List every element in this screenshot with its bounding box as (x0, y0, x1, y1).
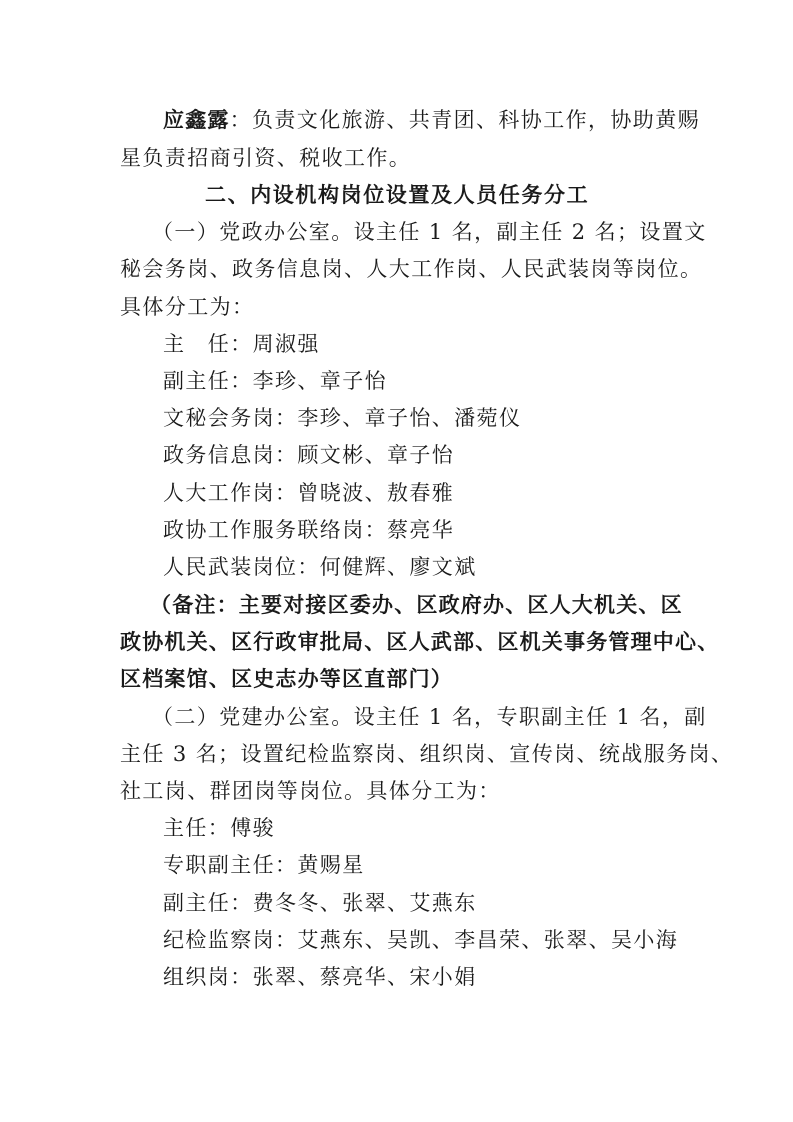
office1-item: 主 任：周淑强 (163, 332, 320, 356)
person-name: 应鑫露 (163, 108, 230, 132)
duty-text: ：负责文化旅游、共青团、科协工作，协助黄赐 (229, 108, 701, 132)
office2-para-line-1: （二）党建办公室。设主任 1 名，专职副主任 1 名，副 (152, 705, 707, 729)
office1-item: 人民武装岗位：何健辉、廖文斌 (163, 555, 477, 579)
office1-para-line-3: 具体分工为： (120, 295, 255, 319)
office1-item: 政务信息岗：顾文彬、章子怡 (163, 443, 455, 467)
office1-item: 人大工作岗：曾晓波、敖春雅 (163, 481, 455, 505)
office1-item: 政协工作服务联络岗：蔡亮华 (163, 518, 455, 542)
office1-item: 文秘会务岗：李珍、章子怡、潘菀仪 (163, 406, 522, 430)
office2-item: 专职副主任：黄赐星 (163, 853, 365, 877)
office1-para-line-2: 秘会务岗、政务信息岗、人大工作岗、人民武装岗等岗位。 (120, 257, 703, 281)
office1-item: 副主任：李珍、章子怡 (163, 369, 387, 393)
section-heading: 二、内设机构岗位设置及人员任务分工 (205, 183, 590, 207)
office1-note-line-1: （备注：主要对接区委办、区政府办、区人大机关、区 (150, 593, 683, 617)
office2-item: 副主任：费冬冬、张翠、艾燕东 (163, 891, 477, 915)
office1-note-line-2: 政协机关、区行政审批局、区人武部、区机关事务管理中心、 (120, 630, 720, 654)
intro-line-2: 星负责招商引资、税收工作。 (120, 146, 412, 170)
office1-note-line-3: 区档案馆、区史志办等区直部门） (120, 667, 453, 691)
office1-para-line-1: （一）党政办公室。设主任 1 名，副主任 2 名；设置文 (152, 220, 707, 244)
office2-para-line-3: 社工岗、群团岗等岗位。具体分工为： (120, 779, 501, 803)
office2-item: 组织岗：张翠、蔡亮华、宋小娟 (163, 965, 477, 989)
intro-line-1 (163, 107, 700, 133)
office2-item: 主任：傅骏 (163, 816, 275, 840)
office2-para-line-2: 主任 3 名；设置纪检监察岗、组织岗、宣传岗、统战服务岗、 (120, 742, 734, 766)
office2-item: 纪检监察岗：艾燕东、吴凯、李昌荣、张翠、吴小海 (163, 928, 679, 952)
